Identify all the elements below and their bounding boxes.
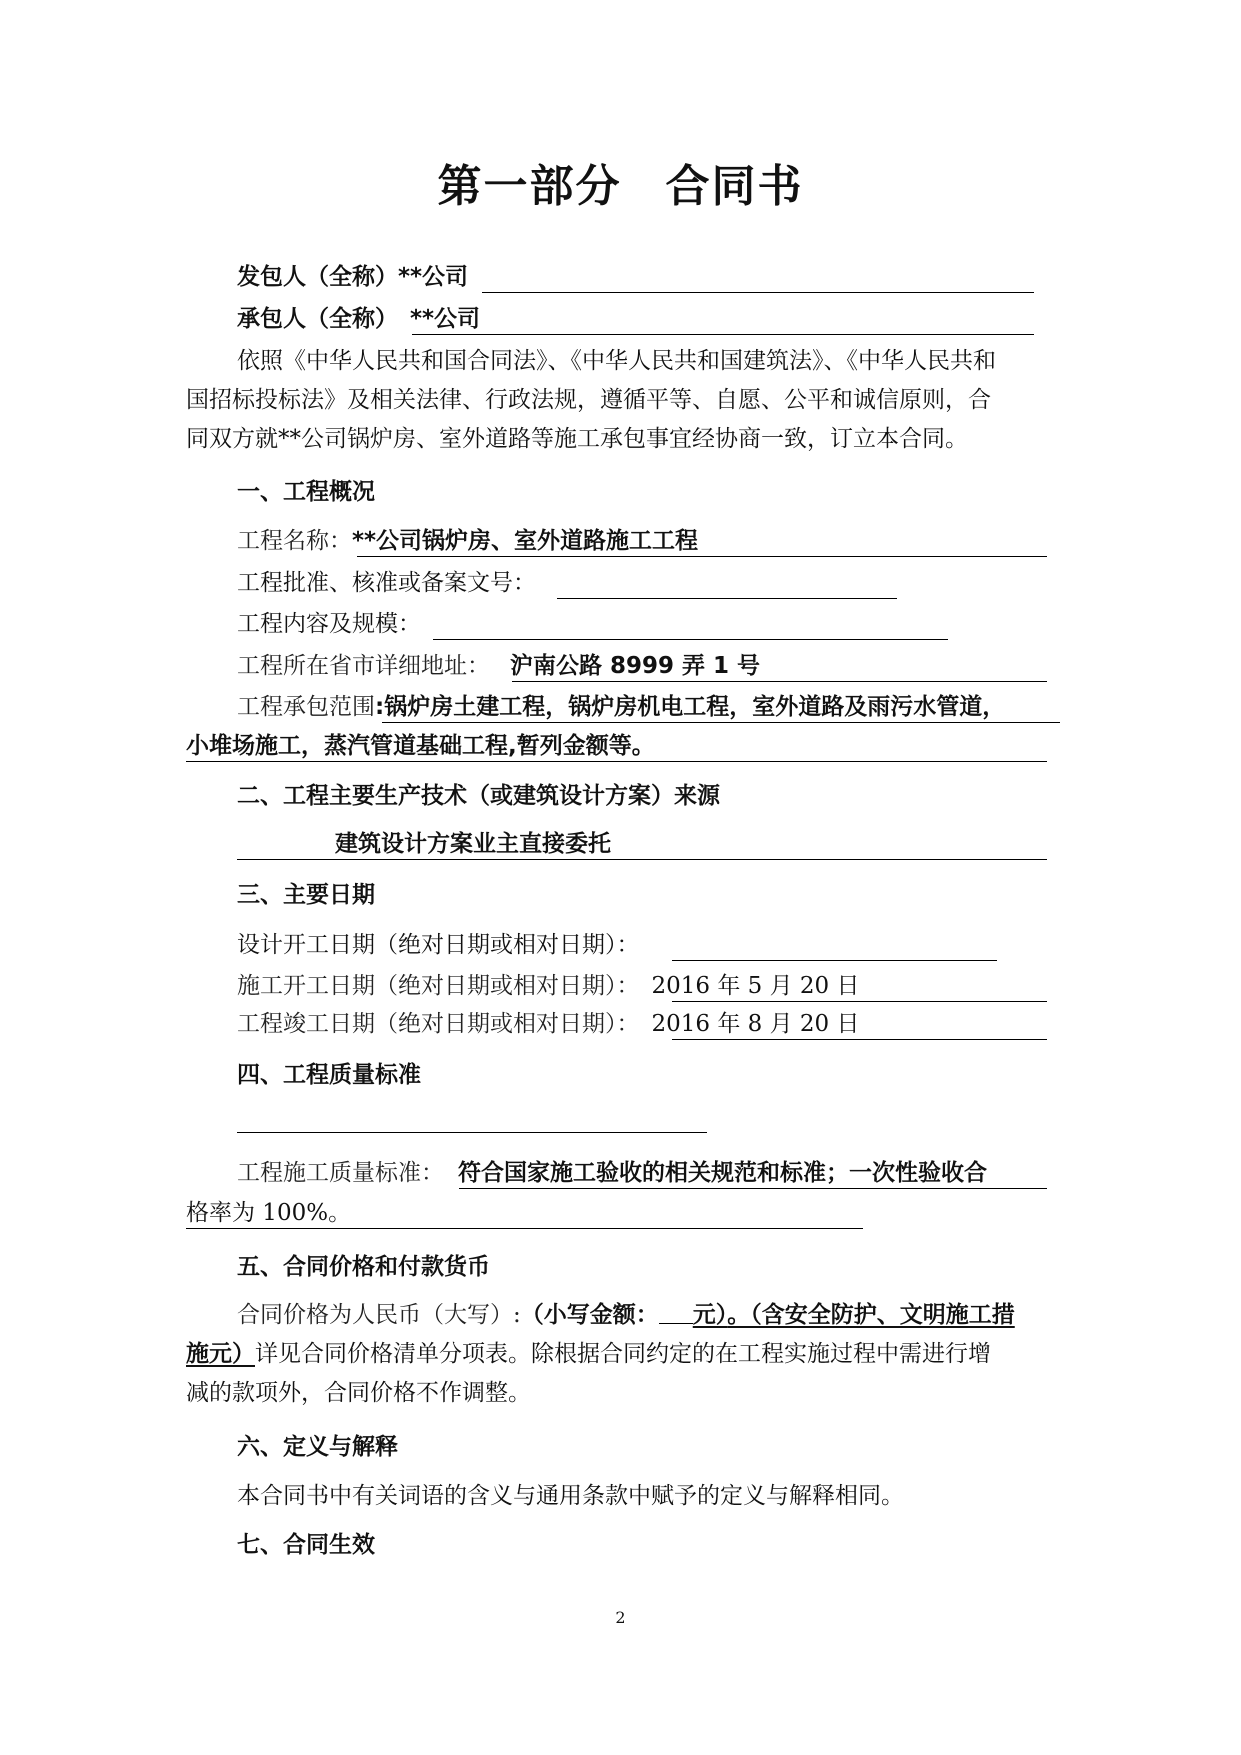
price-line-2-text: 详见合同价格清单分项表。除根据合同约定的在工程实施过程中需进行增 [255, 1341, 991, 1367]
employer-label: 发包人（全称） [237, 264, 398, 290]
price-safety-note-end: 施元） [186, 1341, 255, 1367]
quality-blank-underline [237, 1132, 707, 1133]
quality-value-1: 符合国家施工验收的相关规范和标准；一次性验收合 [458, 1160, 987, 1186]
title-part: 第一部分 [437, 161, 622, 212]
price-lowercase-label: （小写金额： [520, 1302, 659, 1328]
project-name-row [237, 526, 698, 556]
scope-underline-2 [186, 761, 1047, 762]
contractor-row [237, 304, 480, 334]
contractor-underline [412, 334, 1034, 335]
section6-heading: 六、定义与解释 [237, 1434, 398, 1460]
scope-underline-1 [382, 722, 1060, 723]
quality-underline-2 [186, 1228, 863, 1229]
content-label: 工程内容及规模： [237, 611, 421, 637]
contractor-value: **公司 [410, 306, 481, 332]
project-name-label: 工程名称： [237, 528, 352, 554]
project-name-underline [357, 556, 1047, 557]
section2-heading: 二、工程主要生产技术（或建筑设计方案）来源 [237, 783, 720, 809]
employer-value: **公司 [398, 264, 469, 290]
approval-underline [557, 598, 897, 599]
price-unit: 元） [692, 1302, 728, 1328]
price-line-2 [186, 1339, 991, 1369]
address-underline [512, 681, 1047, 682]
page-number: 2 [615, 1608, 626, 1627]
design-start-label: 设计开工日期（绝对日期或相对日期）： [237, 932, 640, 958]
section5-heading: 五、合同价格和付款货币 [237, 1254, 490, 1280]
section3-heading: 三、主要日期 [237, 882, 375, 908]
intro-line-1: 依照《中华人民共和国合同法》、《中华人民共和国建筑法》、《中华人民共和 [237, 348, 996, 374]
design-source-underline [237, 859, 1047, 860]
intro-line-3: 同双方就**公司锅炉房、室外道路等施工承包事宜经协商一致，订立本合同。 [186, 426, 968, 452]
definition-text: 本合同书中有关词语的含义与通用条款中赋予的定义与解释相同。 [237, 1483, 904, 1509]
page-title [0, 150, 1241, 214]
section1-heading: 一、工程概况 [237, 479, 375, 505]
design-source-value: 建筑设计方案业主直接委托 [335, 831, 611, 857]
project-name-value: **公司锅炉房、室外道路施工工程 [352, 528, 699, 554]
section7-heading: 七、合同生效 [237, 1532, 375, 1558]
construction-start-underline [672, 1001, 1047, 1002]
quality-value-2: 格率为 100%。 [186, 1200, 352, 1226]
quality-label: 工程施工质量标准： [237, 1160, 444, 1186]
design-start-underline [672, 960, 997, 961]
completion-underline [672, 1039, 1047, 1040]
approval-label: 工程批准、核准或备案文号： [237, 570, 536, 596]
quality-underline-1 [459, 1188, 1047, 1189]
completion-row [237, 1009, 860, 1039]
scope-row [237, 692, 1005, 722]
address-row [237, 651, 760, 681]
quality-row [237, 1158, 987, 1188]
employer-row [237, 262, 468, 292]
scope-value-2: 小堆场施工，蒸汽管道基础工程,暂列金额等。 [186, 733, 655, 759]
address-label: 工程所在省市详细地址： [237, 653, 490, 679]
scope-value-1: :锅炉房土建工程，锅炉房机电工程，室外道路及雨污水管道， [375, 694, 1006, 720]
price-line-1 [237, 1300, 1015, 1330]
scope-label: 工程承包范围 [237, 694, 375, 720]
employer-underline [482, 292, 1034, 293]
address-value: 沪南公路 8999 弄 1 号 [510, 653, 761, 679]
construction-start-row [237, 971, 860, 1001]
price-text: 合同价格为人民币（大写）: [237, 1302, 521, 1328]
completion-label: 工程竣工日期（绝对日期或相对日期）： [237, 1011, 640, 1037]
contractor-label: 承包人（全称） [237, 306, 398, 332]
intro-line-2: 国招标投标法》及相关法律、行政法规，遵循平等、自愿、公平和诚信原则，合 [186, 387, 991, 413]
content-underline [433, 639, 948, 640]
price-line-3: 减的款项外，合同价格不作调整。 [186, 1380, 531, 1406]
price-safety-note: 。（含安全防护、文明施工措 [727, 1302, 1015, 1328]
completion-value: 2016 年 8 月 20 日 [651, 1011, 860, 1037]
construction-start-value: 2016 年 5 月 20 日 [651, 973, 860, 999]
section4-heading: 四、工程质量标准 [237, 1062, 421, 1088]
title-contract: 合同书 [665, 161, 804, 212]
construction-start-label: 施工开工日期（绝对日期或相对日期）： [237, 973, 640, 999]
